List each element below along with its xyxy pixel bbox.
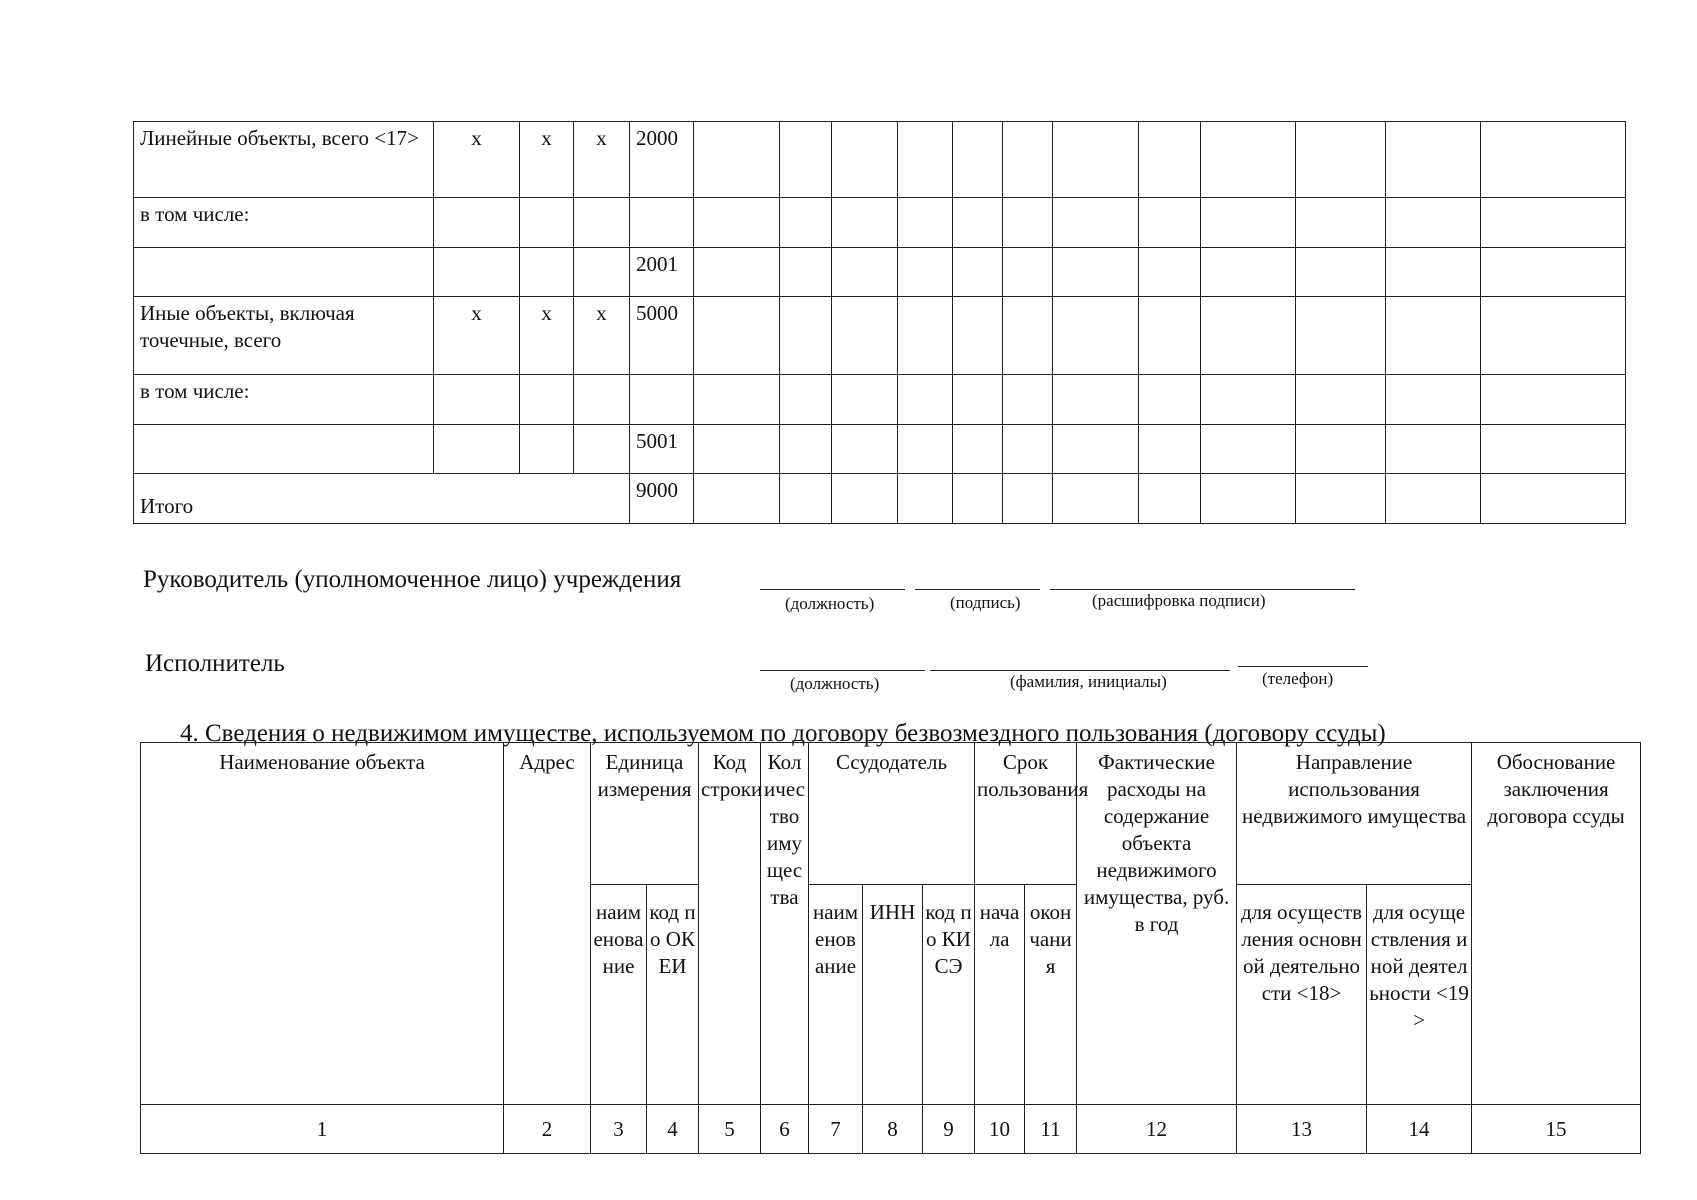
col-number: 7	[809, 1105, 863, 1154]
exec-caption-phone: (телефон)	[1262, 669, 1334, 688]
col-number: 10	[975, 1105, 1025, 1154]
row-label	[134, 248, 434, 297]
head-caption-position: (должность)	[785, 594, 875, 613]
header-dir-other: для осуществления иной деятельности <19>	[1367, 885, 1472, 1105]
col-number: 12	[1077, 1105, 1237, 1154]
col-number: 4	[647, 1105, 699, 1154]
row-code: 5000	[630, 297, 694, 375]
cell-x: x	[574, 297, 630, 375]
header-lender: Ссудодатель	[809, 743, 975, 885]
header-address: Адрес	[504, 743, 591, 1105]
col-number: 11	[1025, 1105, 1077, 1154]
col-number: 1	[141, 1105, 504, 1154]
row-code: 5001	[630, 425, 694, 474]
header-direction: Направление использования недвижимого имущества	[1237, 743, 1472, 885]
table-row	[134, 248, 1626, 297]
row-code	[630, 198, 694, 248]
head-position-line[interactable]	[760, 589, 905, 590]
header-object-name: Наименование объекта	[141, 743, 504, 1105]
cell-x: x	[434, 122, 520, 198]
header-unit-okei: код по ОКЕИ	[647, 885, 699, 1105]
col-number: 14	[1367, 1105, 1472, 1154]
row-label: Линейные объекты, всего <17>	[134, 122, 434, 198]
table-row-total	[134, 474, 1626, 524]
header-expenses: Фактические расходы на содержание объекта недвижимого имущества, руб. в год	[1077, 743, 1237, 1105]
col-number: 6	[761, 1105, 809, 1154]
table-row	[134, 425, 1626, 474]
header-quantity: Количество имущества	[761, 743, 809, 1105]
col-number: 8	[863, 1105, 923, 1154]
header-lender-name: наименование	[809, 885, 863, 1105]
objects-table	[133, 121, 1626, 524]
header-unit: Единица измерения	[591, 743, 699, 885]
row-label: Иные объекты, включая точечные, всего	[134, 297, 434, 375]
total-label: Итого	[134, 474, 630, 524]
header-row-code: Код строки	[699, 743, 761, 1105]
executor-label: Исполнитель	[145, 650, 285, 677]
head-caption-decoding: (расшифровка подписи)	[1092, 591, 1266, 610]
head-caption-signature: (подпись)	[950, 593, 1021, 612]
table-row	[134, 198, 1626, 248]
cell-x: x	[434, 297, 520, 375]
cell-x: x	[520, 297, 574, 375]
exec-phone-line[interactable]	[1238, 666, 1368, 667]
row-label	[134, 425, 434, 474]
row-code: 2001	[630, 248, 694, 297]
row-code	[630, 375, 694, 425]
cell-x: x	[574, 122, 630, 198]
exec-name-line[interactable]	[930, 670, 1230, 671]
col-number: 15	[1472, 1105, 1641, 1154]
header-lender-inn: ИНН	[863, 885, 923, 1105]
loan-property-table	[140, 742, 1641, 1154]
exec-caption-name: (фамилия, инициалы)	[1010, 672, 1167, 691]
col-number: 3	[591, 1105, 647, 1154]
exec-position-line[interactable]	[760, 670, 925, 671]
table-row	[134, 122, 1626, 198]
col-number: 2	[504, 1105, 591, 1154]
header-basis: Обоснование заключения договора ссуды	[1472, 743, 1641, 1105]
exec-caption-position: (должность)	[790, 674, 880, 693]
column-numbers-row	[141, 1105, 1641, 1154]
col-number: 9	[923, 1105, 975, 1154]
header-term: Срок пользования	[975, 743, 1077, 885]
header-dir-main: для осуществления основной деятельности <18>	[1237, 885, 1367, 1105]
header-term-end: окончания	[1025, 885, 1077, 1105]
section-title: 4. Сведения о недвижимом имуществе, используемом по договору безвозмездного пользования (договору ссуды)	[180, 720, 1386, 747]
cell-x: x	[520, 122, 574, 198]
row-code: 2000	[630, 122, 694, 198]
header-term-start: начала	[975, 885, 1025, 1105]
head-label: Руководитель (уполномоченное лицо) учреждения	[143, 566, 682, 593]
table-row	[134, 297, 1626, 375]
head-signature-line[interactable]	[915, 589, 1040, 590]
row-label: в том числе:	[134, 375, 434, 425]
row-label: в том числе:	[134, 198, 434, 248]
col-number: 13	[1237, 1105, 1367, 1154]
head-decoding-line[interactable]	[1050, 589, 1355, 590]
header-lender-kise: код по КИСЭ	[923, 885, 975, 1105]
total-code: 9000	[630, 474, 694, 524]
table-row	[134, 375, 1626, 425]
col-number: 5	[699, 1105, 761, 1154]
header-unit-name: наименование	[591, 885, 647, 1105]
